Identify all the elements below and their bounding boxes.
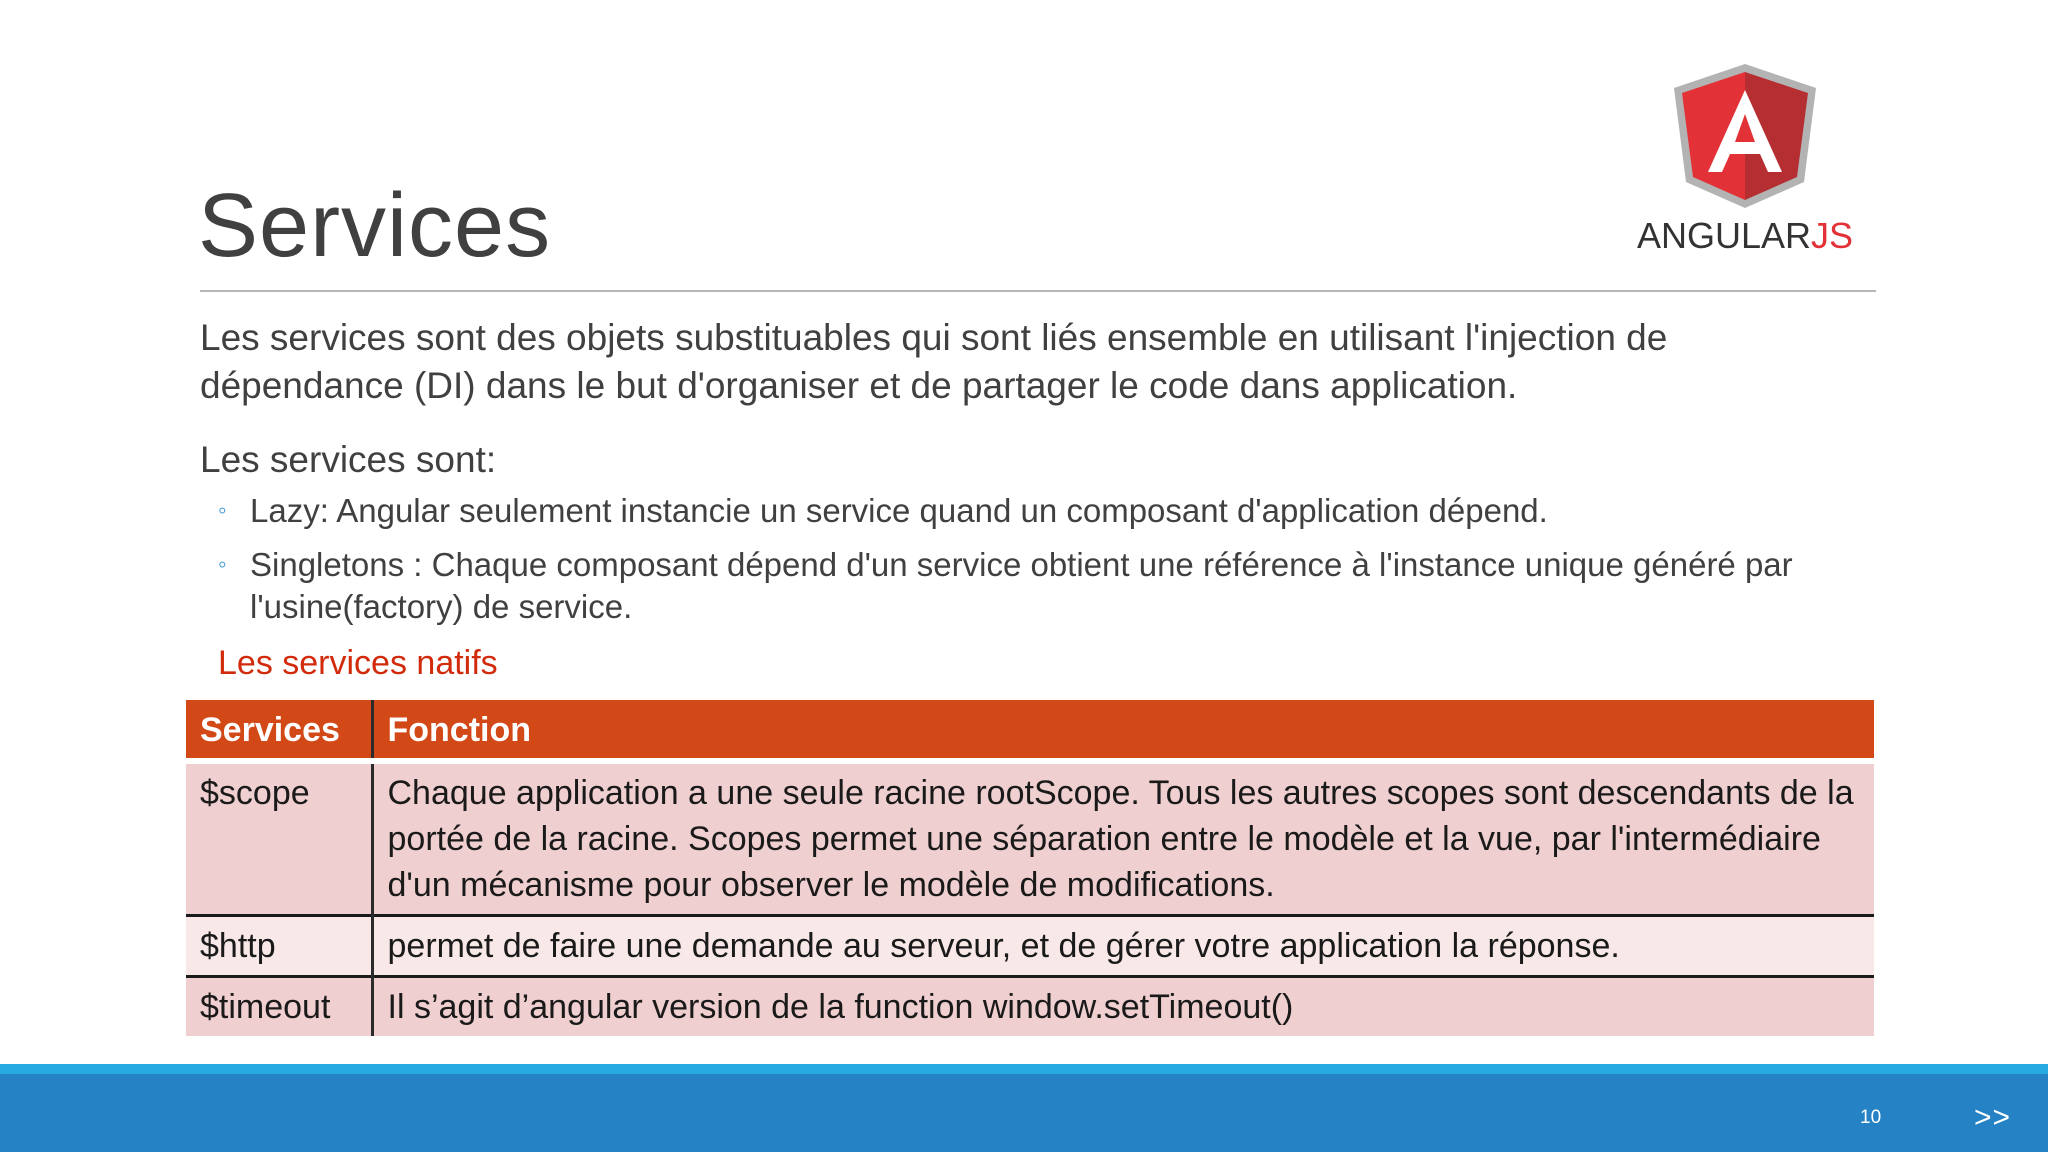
services-table — [186, 700, 1874, 1036]
native-services-heading: Les services natifs — [218, 644, 498, 682]
bullet-text: Singletons : Chaque composant dépend d'un service obtient une référence à l'instance unique généré par l'usine(factory) de service. — [250, 546, 1793, 625]
column-header-services: Services — [186, 700, 372, 761]
footer-accent-strip — [0, 1064, 2048, 1074]
bullet-item — [216, 544, 1876, 628]
logo-text-accent: JS — [1811, 215, 1854, 256]
angularjs-wordmark — [1636, 214, 1854, 258]
page-number: 10 — [1860, 1107, 1882, 1128]
table-header-row — [186, 700, 1874, 761]
service-name-cell: $timeout — [186, 977, 372, 1037]
column-header-fonction: Fonction — [372, 700, 1874, 761]
bullet-marker-icon: ◦ — [218, 551, 227, 578]
angularjs-logo — [1636, 60, 1854, 260]
next-slide-button[interactable]: >> — [1974, 1101, 2012, 1134]
logo-text-main: ANGULAR — [1636, 215, 1812, 256]
angularjs-shield-icon — [1636, 60, 1854, 210]
intro-paragraph: Les services sont des objets substituables qui sont liés ensemble en utilisant l'injection de dépendance (DI) dans le but d'organiser et de partager le code dans application. — [200, 317, 1668, 406]
service-function-cell: Il s’agit d’angular version de la function window.setTimeout() — [372, 977, 1874, 1037]
footer-bar — [0, 1074, 2048, 1152]
service-function-cell: permet de faire une demande au serveur, et de gérer votre application la réponse. — [372, 916, 1874, 977]
list-heading: Les services sont: — [200, 439, 497, 480]
services-table-container — [186, 700, 1874, 1036]
service-name-cell: $scope — [186, 761, 372, 916]
table-row — [186, 916, 1874, 977]
service-name-cell: $http — [186, 916, 372, 977]
slide-title: Services — [198, 176, 552, 276]
table-row — [186, 977, 1874, 1037]
bullet-list — [216, 490, 1876, 640]
title-divider — [200, 290, 1876, 292]
table-row — [186, 761, 1874, 916]
service-function-cell: Chaque application a une seule racine rootScope. Tous les autres scopes sont descendants de la portée de la racine. Scopes permet une séparation entre le modèle et la vue, par l'intermédiaire d'un mécanisme pour observer le modèle de modifications. — [372, 761, 1874, 916]
bullet-item — [216, 490, 1876, 532]
bullet-marker-icon: ◦ — [218, 497, 227, 524]
bullet-text: Lazy: Angular seulement instancie un service quand un composant d'application dépend. — [250, 492, 1548, 529]
